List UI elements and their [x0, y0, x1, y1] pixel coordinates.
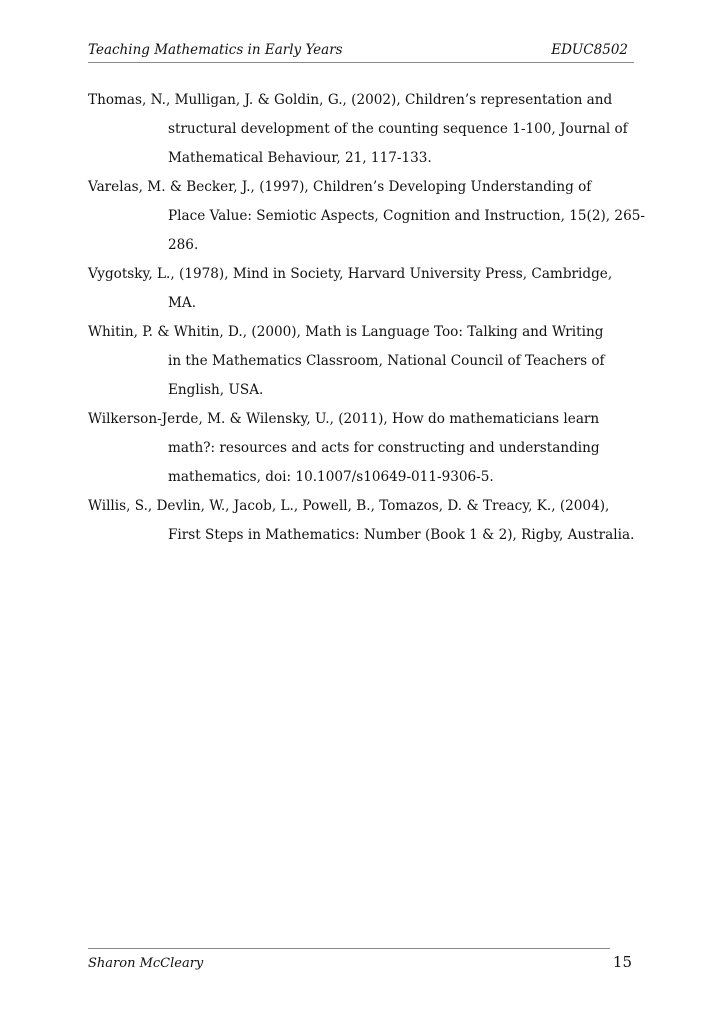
reference-line: structural development of the counting sequence 1-100, Journal of [168, 121, 628, 137]
footer-divider [88, 948, 610, 949]
reference-line: Place Value: Semiotic Aspects, Cognition and Instruction, 15(2), 265- [168, 208, 645, 224]
reference-line: Varelas, M. & Becker, J., (1997), Children’s Developing Understanding of [88, 179, 592, 195]
reference-entry [88, 405, 600, 492]
reference-entry [88, 173, 645, 260]
reference-line: 286. [168, 237, 199, 253]
page-number: 15 [612, 953, 632, 971]
reference-line: English, USA. [168, 382, 264, 398]
reference-entry [88, 86, 628, 173]
reference-line: Vygotsky, L., (1978), Mind in Society, Harvard University Press, Cambridge, [88, 266, 613, 282]
reference-line: in the Mathematics Classroom, National Council of Teachers of [168, 353, 605, 369]
header-title: Teaching Mathematics in Early Years [88, 42, 343, 58]
page-footer [88, 948, 634, 974]
reference-entry [88, 318, 605, 405]
reference-line: Thomas, N., Mulligan, J. & Goldin, G., (2002), Children’s representation and [88, 92, 613, 108]
reference-line: Willis, S., Devlin, W., Jacob, L., Powell, B., Tomazos, D. & Treacy, K., (2004), [88, 498, 610, 514]
reference-entry [88, 260, 613, 318]
header-course-code: EDUC8502 [551, 42, 628, 58]
reference-line: Whitin, P. & Whitin, D., (2000), Math is Language Too: Talking and Writing [88, 324, 604, 340]
reference-line: mathematics, doi: 10.1007/s10649-011-9306-5. [168, 469, 494, 485]
reference-line: Wilkerson-Jerde, M. & Wilensky, U., (2011), How do mathematicians learn [88, 411, 600, 427]
reference-line: First Steps in Mathematics: Number (Book 1 & 2), Rigby, Australia. [168, 527, 635, 543]
page-header [88, 40, 634, 63]
reference-list [88, 86, 645, 550]
reference-line: math?: resources and acts for constructing and understanding [168, 440, 600, 456]
reference-line: Mathematical Behaviour, 21, 117-133. [168, 150, 432, 166]
footer-author: Sharon McCleary [88, 956, 204, 971]
reference-line: MA. [168, 295, 197, 311]
reference-entry [88, 492, 635, 550]
